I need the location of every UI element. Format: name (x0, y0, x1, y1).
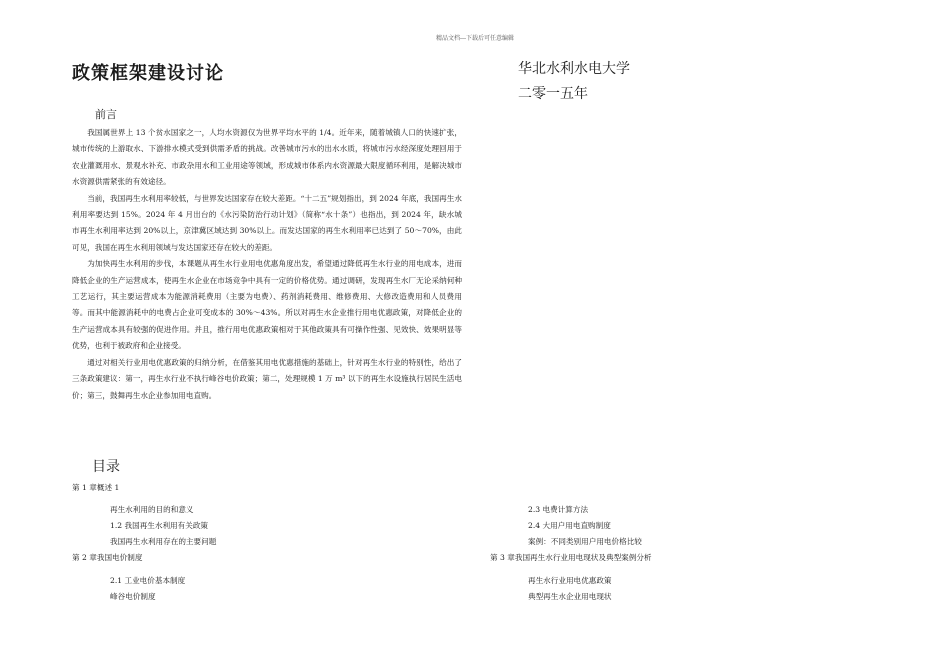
toc-item[interactable]: 峰谷电价制度 (110, 592, 156, 601)
toc-chapter-2[interactable]: 第 2 章我国电价制度 (72, 553, 143, 562)
toc-chapter-3[interactable]: 第 3 章我国再生水行业用电现状及典型案例分析 (490, 553, 652, 562)
toc-item[interactable]: 2.3 电费计算方法 (528, 505, 589, 514)
toc-item[interactable]: 我国再生水利用存在的主要问题 (110, 537, 217, 546)
preface-paragraph: 当前，我国再生水利用率较低，与世界发达国家存在较大差距。“十二五”规划指出，到 2024 年底，我国再生水利用率要达到 15%。2024 年 4 月出台的《水污染防治行动计划》（简称“水十条”）也指出，到 2024 年，缺水城市再生水利用率达到 20%以上，京津冀区域达到 30%以上。而发达国家的再生水利用率已达到了 50～70%，由此可见，我国在再生水利用领域与发达国家还存在较大的差距。 (72, 193, 462, 252)
toc-item[interactable]: 再生水利用的目的和意义 (110, 505, 194, 514)
document-title: 政策框架建设讨论 (72, 63, 224, 84)
toc-item[interactable]: 2.4 大用户用电直购制度 (528, 521, 611, 530)
toc-item[interactable]: 2.1 工业电价基本制度 (110, 576, 186, 585)
header-note: 精品文档---下载后可任意编辑 (435, 35, 515, 42)
toc-item[interactable]: 案例：不同类别用户用电价格比较 (528, 537, 642, 546)
preface-paragraph: 为加快再生水利用的步伐，本课题从再生水行业用电优惠角度出发，希望通过降低再生水行业的用电成本，进而降低企业的生产运营成本，使再生水企业在市场竞争中具有一定的价格优势。通过调研，发现再生水厂无论采纳何种工艺运行，其主要运营成本为能源消耗费用（主要为电费）、药剂消耗费用、维修费用、大修改造费用和人员费用等。而其中能源消耗中的电费占企业可变成本的 30%～43%。所以对再生水企业推行用电优惠政策，对降低企业的生产运营成本具有较强的促进作用。并且，推行用电优惠政策相对于其他政策具有可操作性强、见效快、效果明显等优势，也利于被政府和企业接受。 (72, 259, 462, 351)
toc-heading: 目录 (92, 459, 120, 475)
toc-item[interactable]: 典型再生水企业用电现状 (528, 592, 612, 601)
toc-item[interactable]: 再生水行业用电优惠政策 (528, 576, 612, 585)
preface-body (72, 125, 462, 404)
preface-paragraph: 我国属世界上 13 个贫水国家之一，人均水资源仅为世界平均水平的 1/4。近年来，随着城镇人口的快速扩张，城市传统的上游取水、下游排水模式受到供需矛盾的挑战。改善城市污水的出水水质，将城市污水经深度处理回用于农业灌溉用水、景观水补充、市政杂用水和工业用途等领域，形成城市体系内水资源最大限度循环利用，是解决城市水资源供需紧张的有效途径。 (72, 128, 462, 187)
preface-heading: 前言 (95, 108, 117, 121)
toc-chapter-1[interactable]: 第 1 章概述 1 (72, 483, 120, 492)
organization-name: 华北水利水电大学 (518, 61, 630, 77)
document-date: 二零一五年 (518, 86, 588, 102)
toc-item[interactable]: 1.2 我国再生水利用有关政策 (110, 521, 209, 530)
preface-paragraph: 通过对相关行业用电优惠政策的归纳分析，在借鉴其用电优惠措施的基础上，针对再生水行业的特别性，给出了三条政策建议：第一，再生水行业不执行峰谷电价政策；第二，处理规模 1 万 m³ 以下的再生水设施执行居民生活电价；第三，鼓舞再生水企业参加用电直购。 (72, 357, 462, 400)
